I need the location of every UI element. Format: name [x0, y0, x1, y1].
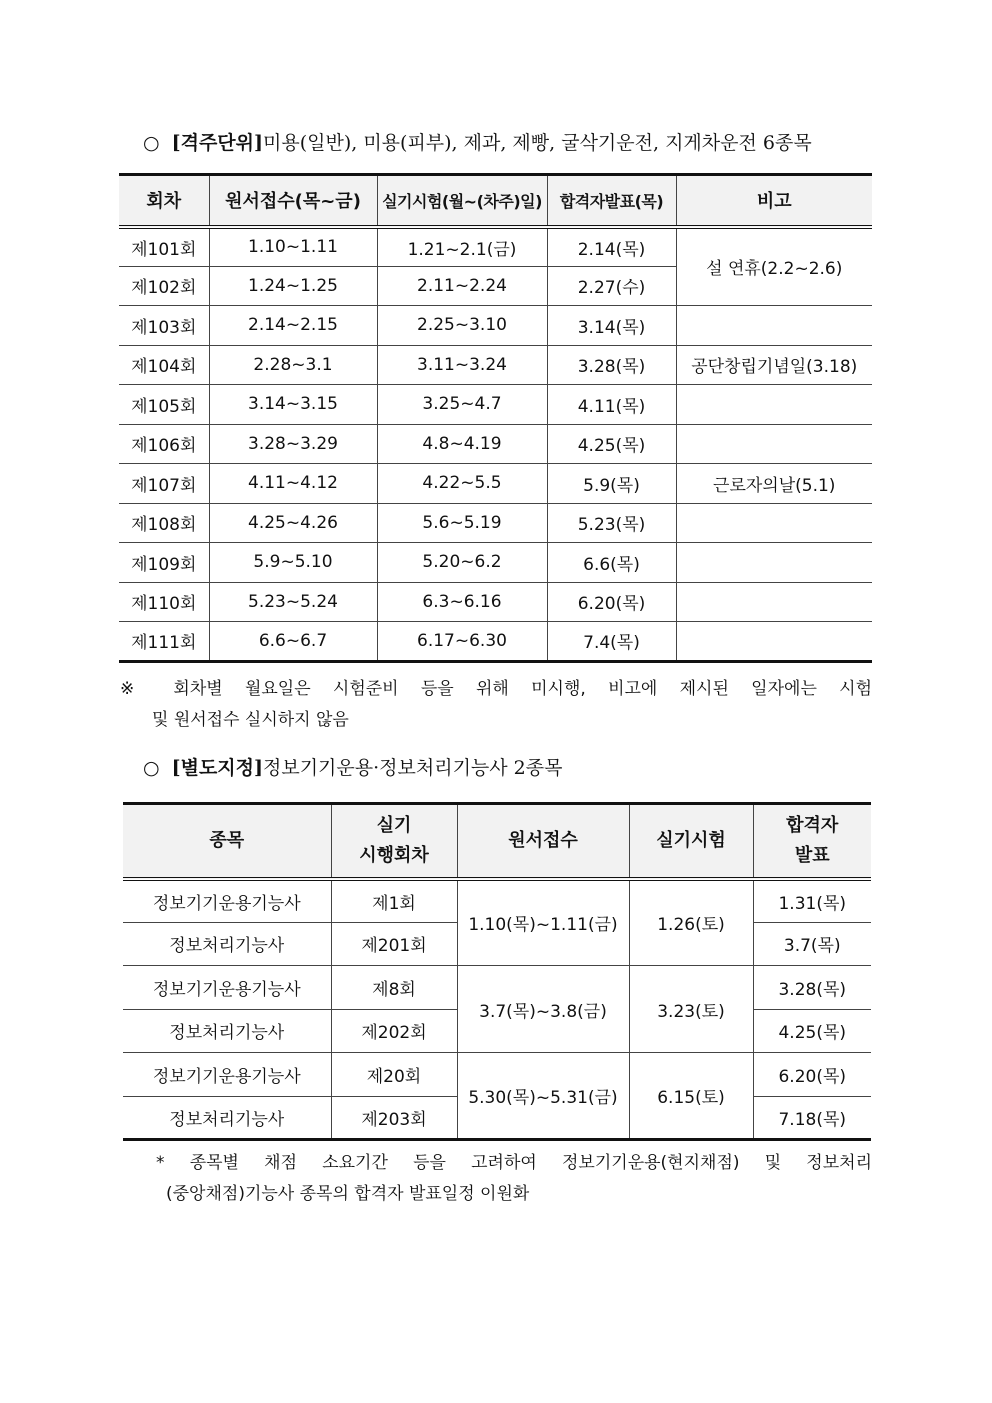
round-cell: 제103회: [119, 306, 209, 346]
biweekly-schedule-table: [119, 173, 872, 663]
subject-cell: 정보처리기능사: [123, 922, 331, 966]
table-header-row: [123, 804, 871, 879]
col-header-apply: 원서접수: [457, 804, 629, 879]
result-cell: 6.20(목): [547, 582, 676, 622]
round-cell: 제109회: [119, 543, 209, 583]
round-cell: 제20회: [331, 1053, 457, 1097]
result-cell: 7.4(목): [547, 622, 676, 662]
col-header-round-line1: 실기: [376, 814, 412, 836]
round-cell: 제101회: [119, 227, 209, 267]
result-cell: 4.25(목): [753, 1009, 871, 1053]
section1-title: 미용(일반), 미용(피부), 제과, 제빵, 굴삭기운전, 지게차운전 6종목: [263, 132, 812, 154]
col-header-exam: 실기시험: [629, 804, 753, 879]
exam-cell: 6.15(토): [629, 1053, 753, 1140]
result-cell: 2.27(수): [547, 266, 676, 306]
remark-cell: [676, 424, 872, 464]
bullet-icon: ○: [143, 757, 160, 779]
exam-cell: 3.11~3.24: [377, 345, 547, 385]
section2-title: 정보기기운용·정보처리기능사 2종목: [263, 757, 563, 779]
result-cell: 3.28(목): [547, 345, 676, 385]
col-header-result: 합격자발표(목): [547, 175, 676, 227]
exam-cell: 5.6~5.19: [377, 503, 547, 543]
result-cell: 5.23(목): [547, 503, 676, 543]
col-header-round: [331, 804, 457, 879]
round-cell: 제107회: [119, 464, 209, 504]
round-cell: 제106회: [119, 424, 209, 464]
apply-cell: 1.10~1.11: [209, 227, 377, 267]
round-cell: 제105회: [119, 385, 209, 425]
table-row: [119, 385, 872, 425]
col-header-result: [753, 804, 871, 879]
apply-cell: 3.28~3.29: [209, 424, 377, 464]
apply-cell: 5.9~5.10: [209, 543, 377, 583]
result-cell: 7.18(목): [753, 1096, 871, 1140]
section2-heading: [143, 753, 562, 780]
result-cell: 2.14(목): [547, 227, 676, 267]
subject-cell: 정보처리기능사: [123, 1096, 331, 1140]
apply-cell: 4.11~4.12: [209, 464, 377, 504]
col-header-round: 회차: [119, 175, 209, 227]
note2-line2: (중앙채점)기능사 종목의 합격자 발표일정 이원화: [166, 1184, 530, 1204]
apply-cell: 1.24~1.25: [209, 266, 377, 306]
round-cell: 제1회: [331, 879, 457, 923]
exam-cell: 6.3~6.16: [377, 582, 547, 622]
apply-cell: 3.7(목)~3.8(금): [457, 966, 629, 1053]
remark-cell: [676, 543, 872, 583]
table-row: [119, 622, 872, 662]
remark-cell-founding: 공단창립기념일(3.18): [676, 345, 872, 385]
remark-cell: [676, 503, 872, 543]
round-cell: 제104회: [119, 345, 209, 385]
subject-cell: 정보기기운용기능사: [123, 966, 331, 1010]
apply-cell: 5.23~5.24: [209, 582, 377, 622]
table-row: [119, 503, 872, 543]
result-cell: 3.28(목): [753, 966, 871, 1010]
col-header-round-line2: 시행회차: [359, 844, 429, 866]
col-header-result-line1: 합격자: [786, 814, 839, 836]
table-row: [123, 966, 871, 1010]
exam-cell: 4.8~4.19: [377, 424, 547, 464]
apply-cell: 2.28~3.1: [209, 345, 377, 385]
note1: [120, 674, 872, 736]
result-cell: 3.14(목): [547, 306, 676, 346]
round-cell: 제201회: [331, 922, 457, 966]
round-cell: 제108회: [119, 503, 209, 543]
apply-cell: 1.10(목)~1.11(금): [457, 879, 629, 966]
subject-cell: 정보처리기능사: [123, 1009, 331, 1053]
bullet-icon: ○: [143, 132, 160, 154]
col-header-remarks: 비고: [676, 175, 872, 227]
section1-heading: [143, 128, 812, 155]
table-row: [119, 582, 872, 622]
result-cell: 4.25(목): [547, 424, 676, 464]
round-cell: 제8회: [331, 966, 457, 1010]
table-row: [119, 345, 872, 385]
exam-cell: 6.17~6.30: [377, 622, 547, 662]
section1-tag: [격주단위]: [171, 132, 263, 154]
table-row: [119, 306, 872, 346]
table-row: [123, 1053, 871, 1097]
note1-line1: ※ 회차별 월요일은 시험준비 등을 위해 미시행, 비고에 제시된 일자에는 시험: [120, 679, 872, 699]
result-cell: 6.20(목): [753, 1053, 871, 1097]
apply-cell: 5.30(목)~5.31(금): [457, 1053, 629, 1140]
table-row: [123, 879, 871, 923]
remark-cell: [676, 306, 872, 346]
col-header-apply: 원서접수(목~금): [209, 175, 377, 227]
col-header-exam: 실기시험(월~(차주)일): [377, 175, 547, 227]
round-cell: 제203회: [331, 1096, 457, 1140]
note1-line2: 및 원서접수 실시하지 않음: [152, 710, 349, 730]
table-row: [119, 424, 872, 464]
section2-tag: [별도지정]: [171, 757, 263, 779]
round-cell: 제111회: [119, 622, 209, 662]
result-cell: 6.6(목): [547, 543, 676, 583]
exam-cell: 2.11~2.24: [377, 266, 547, 306]
result-cell: 1.31(목): [753, 879, 871, 923]
apply-cell: 3.14~3.15: [209, 385, 377, 425]
exam-cell: 3.23(토): [629, 966, 753, 1053]
result-cell: 3.7(목): [753, 922, 871, 966]
remark-cell: [676, 385, 872, 425]
remark-cell-seollal: 설 연휴(2.2~2.6): [676, 227, 872, 306]
table-header-row: [119, 175, 872, 227]
table-row: [119, 464, 872, 504]
exam-cell: 3.25~4.7: [377, 385, 547, 425]
result-cell: 4.11(목): [547, 385, 676, 425]
round-cell: 제110회: [119, 582, 209, 622]
note2-line1: * 종목별 채점 소요기간 등을 고려하여 정보기기운용(현지채점) 및 정보처리: [156, 1153, 872, 1173]
subject-cell: 정보기기운용기능사: [123, 1053, 331, 1097]
table-row: [119, 227, 872, 267]
designated-schedule-table: [123, 802, 871, 1141]
exam-cell: 4.22~5.5: [377, 464, 547, 504]
apply-cell: 6.6~6.7: [209, 622, 377, 662]
subject-cell: 정보기기운용기능사: [123, 879, 331, 923]
note2: [156, 1148, 872, 1210]
col-header-result-line2: 발표: [794, 844, 830, 866]
table-row: [119, 543, 872, 583]
remark-cell: [676, 622, 872, 662]
result-cell: 5.9(목): [547, 464, 676, 504]
exam-cell: 1.26(토): [629, 879, 753, 966]
exam-cell: 1.21~2.1(금): [377, 227, 547, 267]
round-cell: 제202회: [331, 1009, 457, 1053]
round-cell: 제102회: [119, 266, 209, 306]
remark-cell-labor: 근로자의날(5.1): [676, 464, 872, 504]
remark-cell: [676, 582, 872, 622]
exam-cell: 2.25~3.10: [377, 306, 547, 346]
apply-cell: 2.14~2.15: [209, 306, 377, 346]
apply-cell: 4.25~4.26: [209, 503, 377, 543]
exam-cell: 5.20~6.2: [377, 543, 547, 583]
col-header-subject: 종목: [123, 804, 331, 879]
